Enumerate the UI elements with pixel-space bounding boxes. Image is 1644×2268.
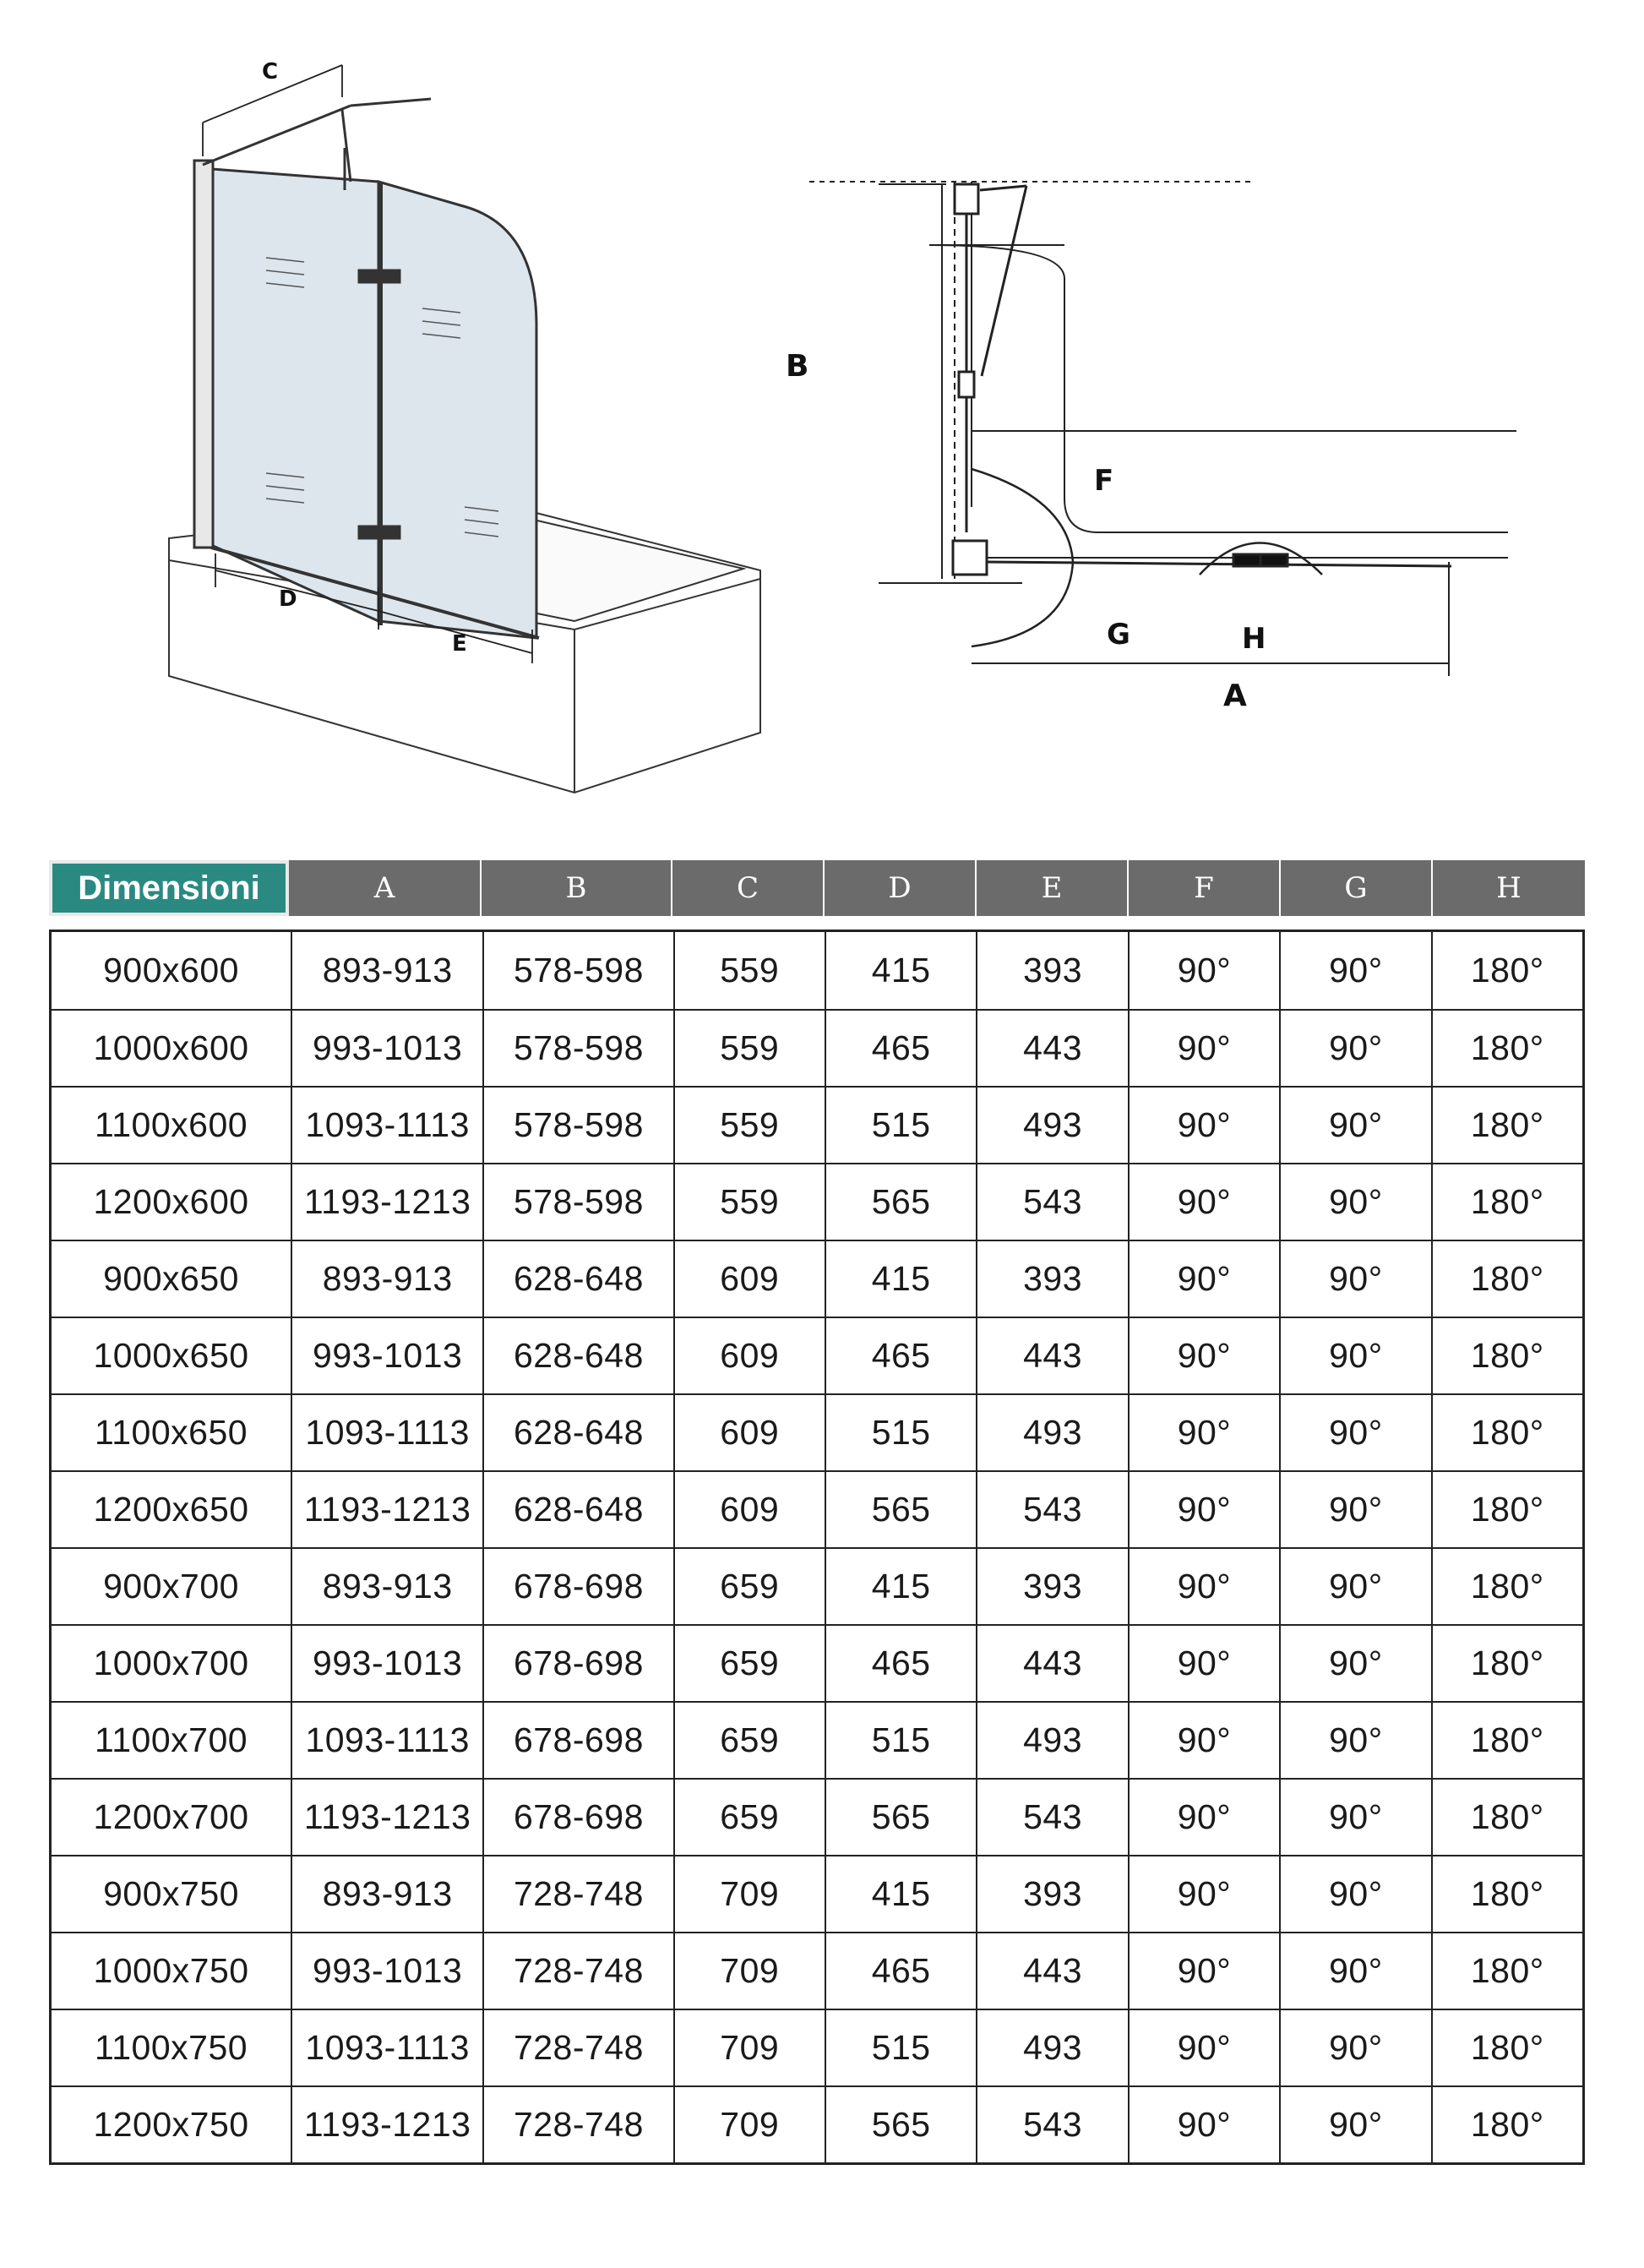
table-cell: 543	[976, 1164, 1127, 1240]
table-cell: 709	[673, 1856, 825, 1932]
table-cell: 893-913	[291, 932, 482, 1009]
table-cell: 90°	[1128, 1549, 1279, 1624]
table-cell: 900x600	[103, 951, 239, 990]
table-cell: 1093-1113	[291, 2010, 482, 2085]
table-cell: 180°	[1431, 2010, 1582, 2085]
table-row	[52, 1009, 1582, 1086]
label-a: A	[1223, 679, 1247, 713]
table-row	[52, 1547, 1582, 1624]
table-cell: 1100x750	[94, 2028, 248, 2067]
table-cell: 180°	[1431, 1088, 1582, 1163]
table-cell: 678-698	[482, 1626, 672, 1701]
table-cell: 180°	[1431, 2087, 1582, 2162]
table-cell: 393	[976, 1856, 1127, 1932]
table-cell: 900x700	[103, 1567, 239, 1606]
table-cell: 90°	[1128, 1395, 1279, 1470]
table-cell: 90°	[1279, 1088, 1430, 1163]
table-cell: 565	[825, 1780, 976, 1855]
table-cell: 515	[825, 2010, 976, 2085]
table-cell: 465	[825, 1011, 976, 1086]
support-arm	[203, 99, 431, 182]
header-c: C	[672, 860, 825, 916]
table-cell: 565	[825, 2087, 976, 2162]
table-row	[52, 1393, 1582, 1470]
table-body	[49, 930, 1585, 2165]
table-cell: 628-648	[482, 1318, 672, 1393]
table-cell: 993-1013	[291, 1933, 482, 2009]
table-cell: 90°	[1279, 1549, 1430, 1624]
table-cell: 393	[976, 1241, 1127, 1317]
table-cell: 559	[673, 1164, 825, 1240]
table-row	[52, 1317, 1582, 1393]
table-cell: 728-748	[482, 2087, 672, 2162]
table-cell: 1093-1113	[291, 1703, 482, 1778]
table-cell: 893-913	[291, 1241, 482, 1317]
table-cell: 609	[673, 1318, 825, 1393]
table-cell: 180°	[1431, 1241, 1582, 1317]
table-cell: 559	[673, 932, 825, 1009]
table-cell: 90°	[1279, 1856, 1430, 1932]
table-row	[52, 2085, 1582, 2162]
table-cell: 493	[976, 1395, 1127, 1470]
table-cell: 493	[976, 1703, 1127, 1778]
table-cell: 393	[976, 932, 1127, 1009]
table-cell: 415	[825, 1241, 976, 1317]
table-header	[49, 860, 1585, 916]
table-cell: 900x650	[103, 1259, 239, 1298]
table-cell: 1093-1113	[291, 1088, 482, 1163]
table-cell: 578-598	[482, 1011, 672, 1086]
table-cell: 559	[673, 1088, 825, 1163]
table-cell: 180°	[1431, 1703, 1582, 1778]
table-cell: 90°	[1128, 2087, 1279, 2162]
table-cell: 443	[976, 1011, 1127, 1086]
table-cell: 1100x650	[94, 1413, 248, 1452]
table-cell: 900x750	[103, 1874, 239, 1913]
table-row	[52, 1086, 1582, 1163]
table-row	[52, 1163, 1582, 1240]
table-cell: 90°	[1279, 2087, 1430, 2162]
plan-diagram	[786, 161, 1512, 718]
table-cell: 493	[976, 1088, 1127, 1163]
table-cell: 515	[825, 1395, 976, 1470]
table-cell: 1000x600	[93, 1028, 249, 1067]
table-row	[52, 1778, 1582, 1855]
table-cell: 415	[825, 932, 976, 1009]
header-f: F	[1129, 860, 1281, 916]
table-cell: 180°	[1431, 1318, 1582, 1393]
label-h: H	[1242, 622, 1266, 656]
table-cell: 90°	[1279, 1780, 1430, 1855]
table-cell: 628-648	[482, 1395, 672, 1470]
table-cell: 90°	[1279, 932, 1430, 1009]
table-row	[52, 1932, 1582, 2009]
table-cell: 443	[976, 1318, 1127, 1393]
table-cell: 578-598	[482, 1164, 672, 1240]
table-cell: 465	[825, 1318, 976, 1393]
table-row	[52, 1701, 1582, 1778]
table-cell: 180°	[1431, 1856, 1582, 1932]
table-cell: 180°	[1431, 1395, 1582, 1470]
table-cell: 90°	[1279, 1395, 1430, 1470]
table-cell: 493	[976, 2010, 1127, 2085]
header-d: D	[825, 860, 977, 916]
table-cell: 728-748	[482, 1856, 672, 1932]
table-cell: 90°	[1279, 1472, 1430, 1547]
table-cell: 659	[673, 1703, 825, 1778]
label-d: D	[279, 586, 297, 612]
table-cell: 180°	[1431, 932, 1582, 1009]
table-cell: 559	[673, 1011, 825, 1086]
table-cell: 90°	[1279, 2010, 1430, 2085]
table-cell: 90°	[1128, 1318, 1279, 1393]
table-cell: 1193-1213	[291, 1780, 482, 1855]
table-cell: 180°	[1431, 1626, 1582, 1701]
table-cell: 1193-1213	[291, 1472, 482, 1547]
table-cell: 90°	[1128, 2010, 1279, 2085]
screen-profile	[953, 184, 1451, 575]
table-cell: 90°	[1128, 1856, 1279, 1932]
table-cell: 993-1013	[291, 1318, 482, 1393]
table-cell: 90°	[1279, 1241, 1430, 1317]
table-cell: 1000x750	[93, 1951, 249, 1990]
table-cell: 578-598	[482, 1088, 672, 1163]
table-cell: 465	[825, 1933, 976, 2009]
table-cell: 90°	[1128, 1703, 1279, 1778]
table-cell: 90°	[1279, 1626, 1430, 1701]
table-cell: 678-698	[482, 1780, 672, 1855]
isometric-diagram	[152, 38, 794, 815]
table-cell: 1100x700	[94, 1720, 248, 1759]
table-cell: 1200x750	[93, 2105, 249, 2144]
table-cell: 90°	[1128, 1088, 1279, 1163]
table-cell: 659	[673, 1549, 825, 1624]
table-cell: 565	[825, 1472, 976, 1547]
table-cell: 728-748	[482, 1933, 672, 2009]
header-h: H	[1433, 860, 1585, 916]
table-cell: 543	[976, 2087, 1127, 2162]
table-cell: 543	[976, 1780, 1127, 1855]
dimensions-table	[49, 860, 1585, 2165]
table-cell: 728-748	[482, 2010, 672, 2085]
table-cell: 515	[825, 1703, 976, 1778]
table-cell: 1193-1213	[291, 1164, 482, 1240]
table-cell: 709	[673, 1933, 825, 2009]
table-cell: 1100x600	[94, 1105, 248, 1144]
table-cell: 628-648	[482, 1241, 672, 1317]
table-cell: 1000x650	[93, 1336, 249, 1375]
table-cell: 609	[673, 1395, 825, 1470]
table-cell: 90°	[1128, 1241, 1279, 1317]
table-row	[52, 2009, 1582, 2085]
table-cell: 443	[976, 1626, 1127, 1701]
table-cell: 993-1013	[291, 1626, 482, 1701]
table-cell: 1200x700	[93, 1797, 249, 1836]
table-row	[52, 932, 1582, 1009]
table-cell: 609	[673, 1241, 825, 1317]
table-cell: 515	[825, 1088, 976, 1163]
table-cell: 393	[976, 1549, 1127, 1624]
header-dimensioni: Dimensioni	[49, 860, 289, 916]
table-cell: 180°	[1431, 1011, 1582, 1086]
table-cell: 443	[976, 1933, 1127, 2009]
table-cell: 659	[673, 1626, 825, 1701]
label-g: G	[1107, 618, 1130, 652]
table-row	[52, 1855, 1582, 1932]
table-cell: 893-913	[291, 1549, 482, 1624]
table-row	[52, 1240, 1582, 1317]
table-cell: 678-698	[482, 1703, 672, 1778]
table-cell: 90°	[1279, 1318, 1430, 1393]
header-e: E	[977, 860, 1129, 916]
table-cell: 90°	[1128, 1933, 1279, 2009]
table-cell: 180°	[1431, 1933, 1582, 2009]
table-cell: 1200x650	[93, 1490, 249, 1529]
table-cell: 90°	[1279, 1703, 1430, 1778]
table-cell: 1193-1213	[291, 2087, 482, 2162]
table-cell: 180°	[1431, 1164, 1582, 1240]
wall-lines	[809, 182, 1516, 583]
table-cell: 90°	[1128, 1780, 1279, 1855]
table-cell: 90°	[1128, 932, 1279, 1009]
table-cell: 659	[673, 1780, 825, 1855]
table-cell: 90°	[1279, 1164, 1430, 1240]
table-cell: 543	[976, 1472, 1127, 1547]
table-cell: 90°	[1279, 1933, 1430, 2009]
table-cell: 465	[825, 1626, 976, 1701]
label-f: F	[1094, 464, 1114, 498]
header-g: G	[1281, 860, 1433, 916]
table-cell: 180°	[1431, 1780, 1582, 1855]
table-cell: 565	[825, 1164, 976, 1240]
table-cell: 678-698	[482, 1549, 672, 1624]
header-a: A	[289, 860, 482, 916]
table-cell: 415	[825, 1549, 976, 1624]
table-cell: 415	[825, 1856, 976, 1932]
table-cell: 90°	[1128, 1626, 1279, 1701]
table-cell: 993-1013	[291, 1011, 482, 1086]
label-c: C	[262, 59, 279, 85]
table-cell: 1000x700	[93, 1644, 249, 1682]
table-cell: 90°	[1128, 1164, 1279, 1240]
table-cell: 893-913	[291, 1856, 482, 1932]
table-cell: 628-648	[482, 1472, 672, 1547]
table-cell: 90°	[1128, 1011, 1279, 1086]
table-cell: 1200x600	[93, 1182, 249, 1221]
table-cell: 578-598	[482, 932, 672, 1009]
header-b: B	[482, 860, 672, 916]
table-row	[52, 1624, 1582, 1701]
table-cell: 180°	[1431, 1549, 1582, 1624]
label-e: E	[452, 631, 467, 657]
table-cell: 1093-1113	[291, 1395, 482, 1470]
table-cell: 180°	[1431, 1472, 1582, 1547]
table-cell: 609	[673, 1472, 825, 1547]
label-b: B	[786, 349, 809, 384]
table-cell: 90°	[1128, 1472, 1279, 1547]
table-cell: 709	[673, 2010, 825, 2085]
table-row	[52, 1470, 1582, 1547]
table-cell: 709	[673, 2087, 825, 2162]
table-cell: 90°	[1279, 1011, 1430, 1086]
